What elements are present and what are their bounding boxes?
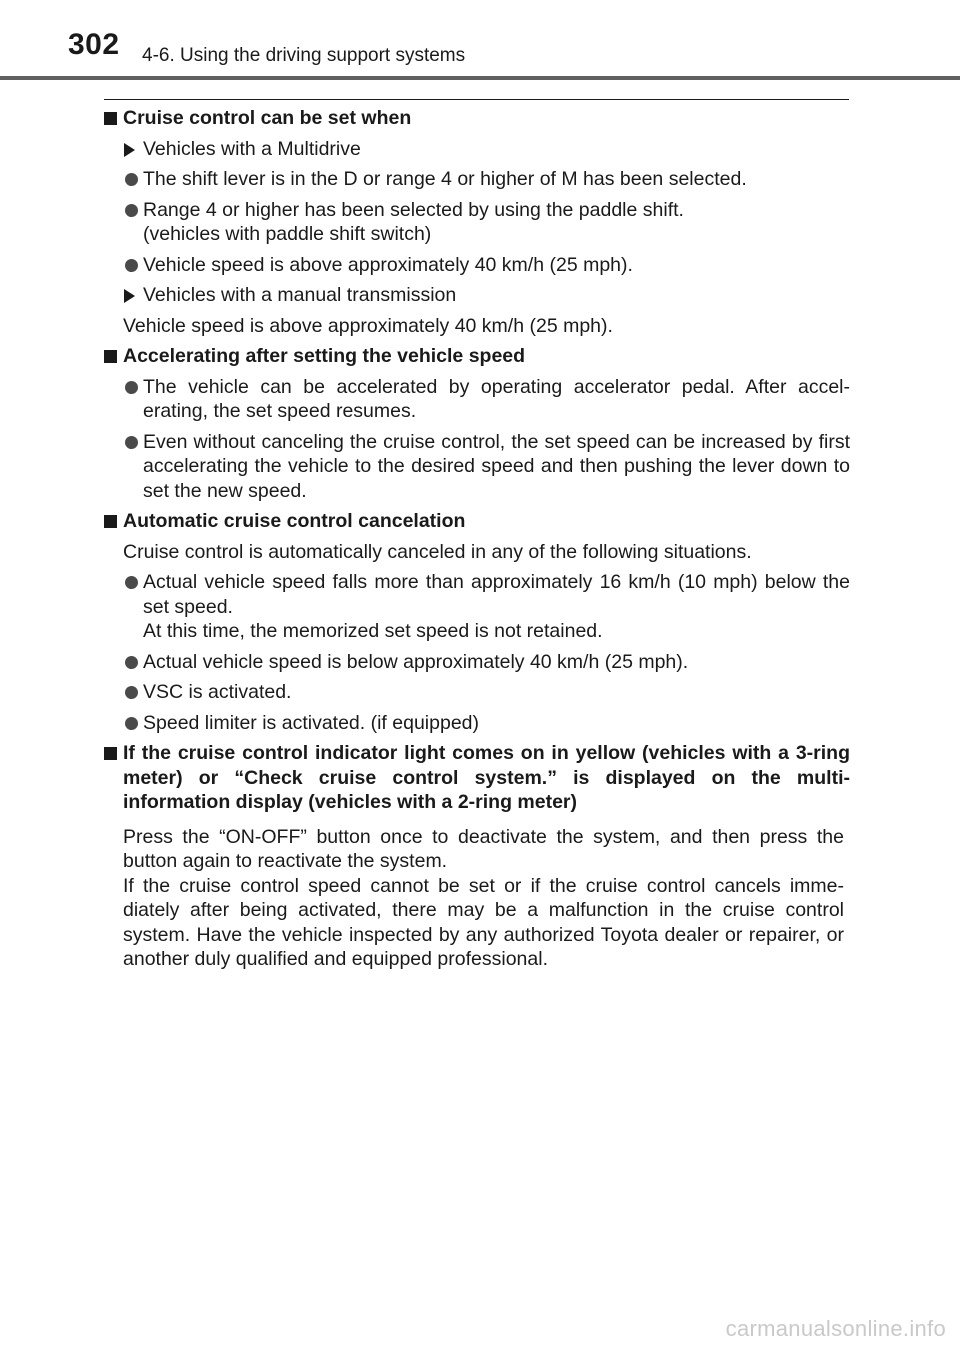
- paragraph: Vehicle speed is above approximately 40 km/h (25 mph).: [123, 314, 613, 337]
- circle-bullet-icon: [125, 381, 138, 394]
- circle-bullet-icon: [125, 259, 138, 272]
- circle-bullet-icon: [125, 717, 138, 730]
- section-heading-text: Accelerating after setting the vehicle speed: [123, 345, 526, 367]
- subsection-heading-text: Vehicles with a manual transmission: [143, 284, 457, 306]
- list-item-text: Vehicle speed is above approximately 40 km/h (25 mph).: [143, 253, 633, 276]
- square-bullet-icon: [104, 747, 117, 760]
- list-item: [104, 198, 850, 247]
- triangle-bullet-icon: [124, 289, 135, 303]
- page-content: [104, 106, 850, 972]
- list-item-text: The shift lever is in the D or range 4 or higher of M has been selected.: [143, 168, 747, 190]
- list-item: [104, 253, 850, 278]
- paragraph: Cruise control is automatically canceled in any of the following situations.: [123, 540, 752, 563]
- circle-bullet-icon: [125, 173, 138, 186]
- section-heading: [104, 741, 850, 815]
- paragraph: If the cruise control speed cannot be set or if the cruise control cancels imme-diately after being activated, there may be a malfunction in the cruise control system. Have the vehicle inspected by any authorized Toyota dealer or repairer, or another duly qualified and equipped professional.: [123, 874, 844, 970]
- section-heading: [104, 344, 850, 369]
- section-heading-text: Automatic cruise control cancelation: [123, 510, 466, 532]
- section-heading-text: Cruise control can be set when: [123, 107, 412, 129]
- list-item-text: The vehicle can be accelerated by operating accelerator pedal. After accel-erating, the set speed resumes.: [143, 375, 850, 422]
- list-item-text: VSC is activated.: [143, 681, 292, 703]
- content-rule: [104, 99, 849, 100]
- square-bullet-icon: [104, 515, 117, 528]
- header-rule: [0, 76, 960, 80]
- list-item-text: At this time, the memorized set speed is not retained.: [143, 620, 603, 642]
- triangle-bullet-icon: [124, 143, 135, 157]
- list-item-text: Actual vehicle speed falls more than approximately 16 km/h (10 mph) below the set speed.: [143, 571, 850, 618]
- subsection-heading: [104, 137, 850, 162]
- list-item-text: Even without canceling the cruise control, the set speed can be increased by first accelerating the vehicle to the desired speed and then pushing the lever down to set the new speed.: [143, 430, 850, 502]
- list-item: [104, 430, 850, 504]
- list-item: [104, 570, 850, 644]
- list-item: [104, 375, 850, 424]
- list-item-text: Speed limiter is activated. (if equipped): [143, 711, 480, 734]
- header-title: 4-6. Using the driving support systems: [142, 45, 466, 66]
- section-heading: [104, 106, 850, 131]
- square-bullet-icon: [104, 350, 117, 363]
- circle-bullet-icon: [125, 656, 138, 669]
- section-heading-text: If the cruise control indicator light comes on in yellow (vehicles with a 3-ring meter) or “Check cruise control system.” is displayed on the multi-information display (vehicles with a 2-ring meter): [123, 742, 850, 813]
- circle-bullet-icon: [125, 436, 138, 449]
- section-heading: [104, 509, 850, 534]
- list-item-text: (vehicles with paddle shift switch): [143, 223, 432, 245]
- paragraph: Press the “ON-OFF” button once to deactivate the system, and then press the button again to reactivate the system.: [123, 825, 844, 872]
- list-item: [104, 711, 850, 736]
- subsection-heading-text: Vehicles with a Multidrive: [143, 137, 361, 160]
- square-bullet-icon: [104, 112, 117, 125]
- list-item: [104, 680, 850, 705]
- subsection-heading: [104, 283, 850, 308]
- circle-bullet-icon: [125, 204, 138, 217]
- list-item: [104, 650, 850, 675]
- circle-bullet-icon: [125, 576, 138, 589]
- page-number: 302: [68, 28, 120, 61]
- list-item: [104, 167, 850, 192]
- watermark: carmanualsonline.info: [725, 1316, 946, 1341]
- list-item-text: Range 4 or higher has been selected by using the paddle shift.: [143, 198, 684, 221]
- circle-bullet-icon: [125, 686, 138, 699]
- list-item-text: Actual vehicle speed is below approximately 40 km/h (25 mph).: [143, 650, 689, 673]
